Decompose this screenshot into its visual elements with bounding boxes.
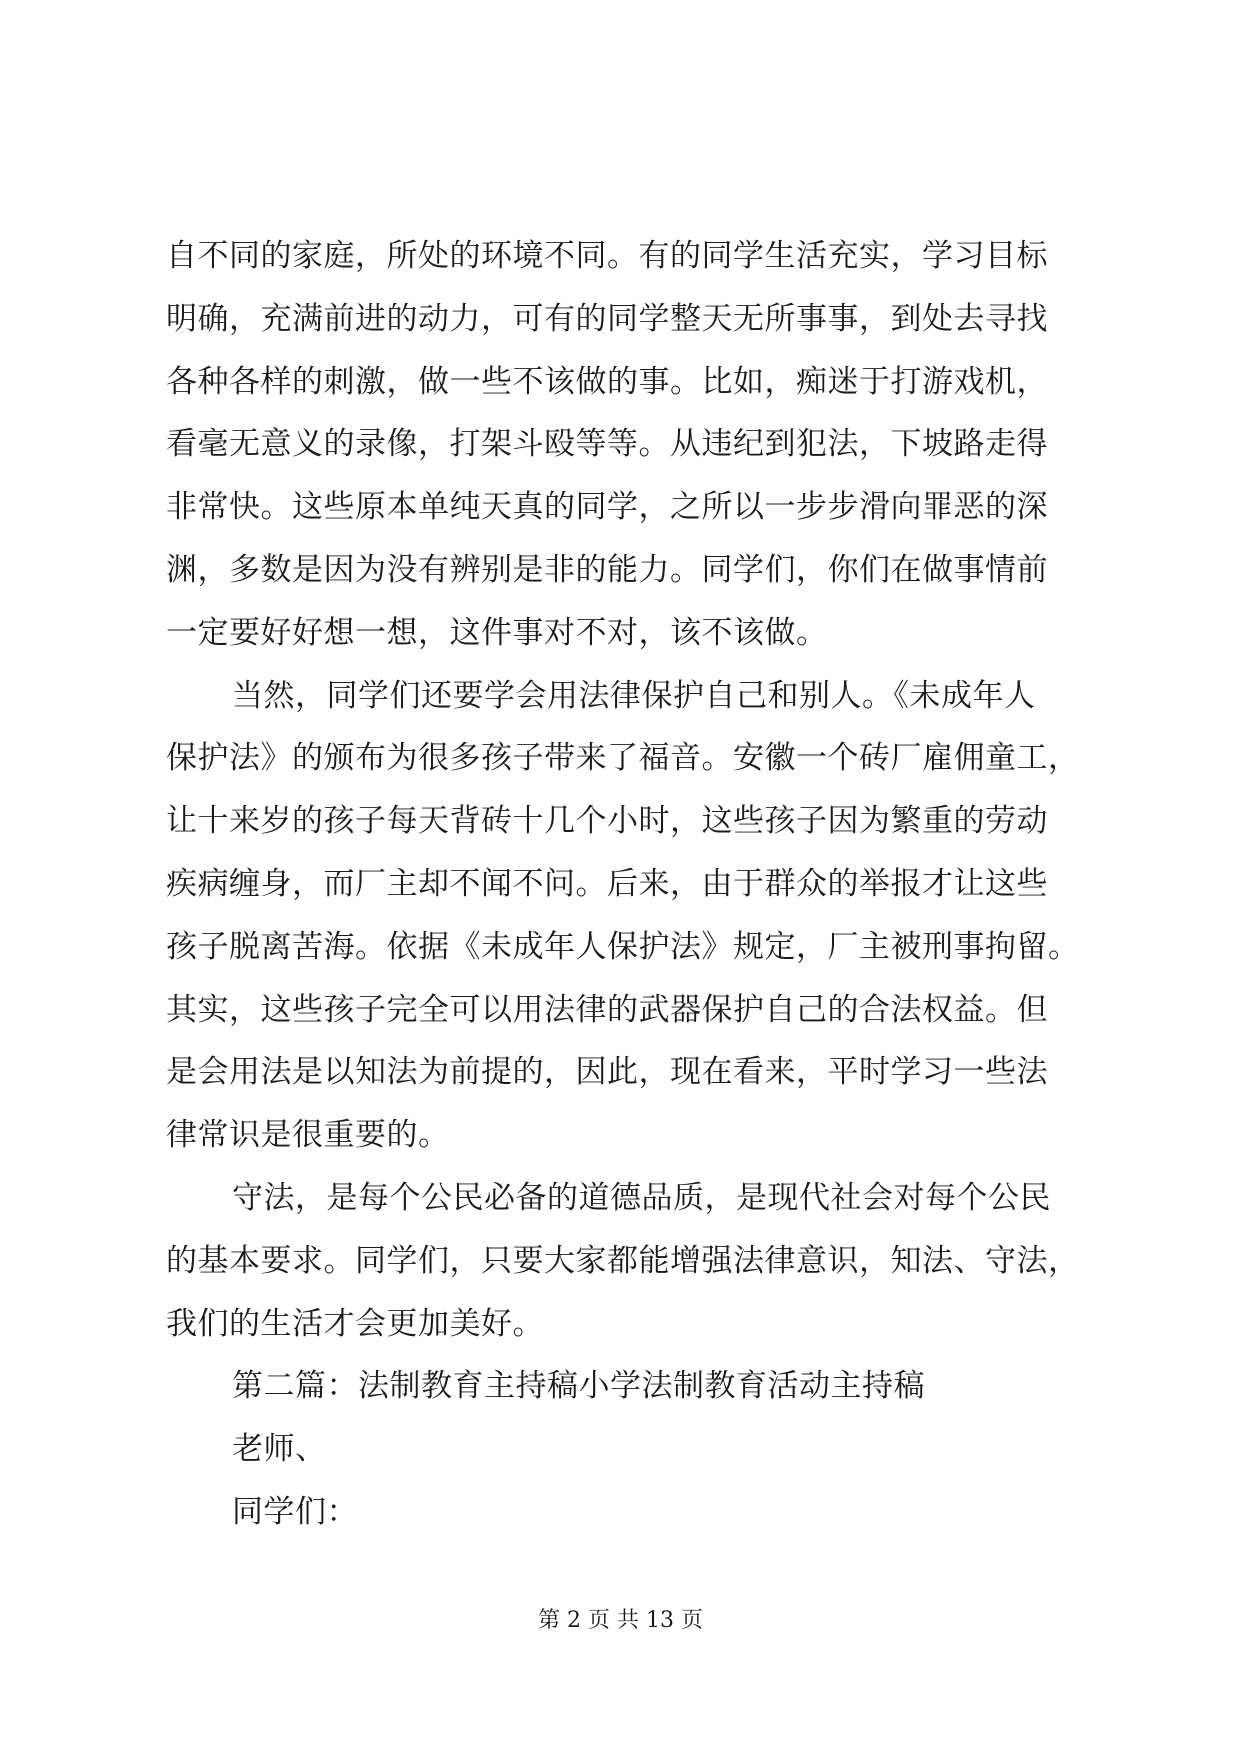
section-heading: 第二篇：法制教育主持稿小学法制教育活动主持稿	[232, 1368, 925, 1405]
text-line: 非常快。这些原本单纯天真的同学，之所以一步步滑向罪恶的深	[166, 489, 1048, 526]
text-line: 一定要好好想一想，这件事对不对，该不该做。	[166, 614, 828, 651]
page-number-footer: 第 2 页 共 13 页	[538, 1608, 703, 1633]
text-line: 我们的生活才会更加美好。	[166, 1305, 544, 1342]
text-line: 渊，多数是因为没有辨别是非的能力。同学们，你们在做事情前	[166, 551, 1048, 588]
paragraph-start-line: 当然，同学们还要学会用法律保护自己和别人。《未成年人	[232, 677, 1036, 714]
paragraph-start-line: 守法，是每个公民必备的道德品质，是现代社会对每个公民	[232, 1179, 1051, 1216]
text-line: 是会用法是以知法为前提的，因此，现在看来，平时学习一些法	[166, 1054, 1048, 1091]
text-line: 其实，这些孩子完全可以用法律的武器保护自己的合法权益。但	[166, 991, 1048, 1028]
text-line: 明确，充满前进的动力，可有的同学整天无所事事，到处去寻找	[166, 300, 1048, 337]
text-line: 各种各样的刺激，做一些不该做的事。比如，痴迷于打游戏机，	[166, 363, 1048, 400]
salutation-line: 老师、	[232, 1431, 327, 1468]
text-line: 自不同的家庭，所处的环境不同。有的同学生活充实，学习目标	[166, 238, 1048, 274]
text-line: 律常识是很重要的。	[166, 1117, 450, 1154]
text-line: 让十来岁的孩子每天背砖十几个小时，这些孩子因为繁重的劳动	[166, 803, 1048, 840]
text-line: 的基本要求。同学们，只要大家都能增强法律意识，知法、守法，	[166, 1242, 1080, 1279]
text-line: 看毫无意义的录像，打架斗殴等等。从违纪到犯法，下坡路走得	[166, 426, 1048, 463]
text-line: 保护法》的颁布为很多孩子带来了福音。安徽一个砖厂雇佣童工，	[166, 740, 1080, 777]
text-line: 孩子脱离苦海。依据《未成年人保护法》规定，厂主被刑事拘留。	[166, 928, 1080, 965]
text-line: 疾病缠身，而厂主却不闻不问。后来，由于群众的举报才让这些	[166, 865, 1048, 902]
body-text	[166, 225, 1086, 1544]
salutation-line: 同学们：	[232, 1493, 358, 1530]
